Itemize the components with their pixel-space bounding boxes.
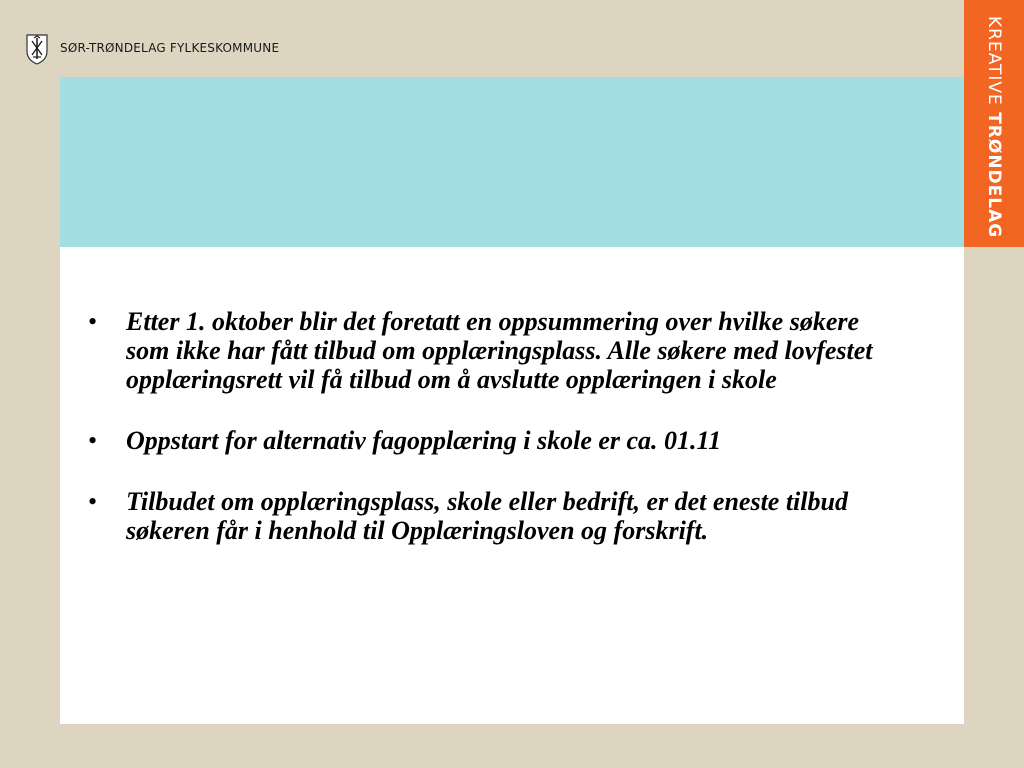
slide-header [0,0,964,77]
bullet-text: Etter 1. oktober blir det foretatt en oppsummering over hvilke søkere som ikke har fått tilbud om opplæringsplass. Alle søkere med lovfestet opplæringsrett vil få tilbud om å avslutte opplæringen i skole [126,307,873,394]
coat-of-arms-icon [25,33,49,65]
bullet-list [88,307,908,545]
bullet-marker: • [88,426,98,455]
title-band [60,77,964,247]
brand-light-text: KREATIVE [984,16,1004,106]
content-area [60,247,964,724]
bullet-item [88,487,908,545]
bullet-marker: • [88,487,98,516]
brand-wordmark [984,16,1004,238]
bullet-text: Oppstart for alternativ fagopplæring i skole er ca. 01.11 [126,426,722,455]
brand-bold-text: TRØNDELAG [984,112,1004,239]
organization-name: SØR-TRØNDELAG FYLKESKOMMUNE [60,41,280,55]
bullet-text: Tilbudet om opplæringsplass, skole eller bedrift, er det eneste tilbud søkeren får i henhold til Opplæringsloven og forskrift. [126,487,848,545]
bullet-marker: • [88,307,98,336]
bullet-item [88,307,908,394]
brand-tab [964,0,1024,247]
bullet-item [88,426,908,455]
